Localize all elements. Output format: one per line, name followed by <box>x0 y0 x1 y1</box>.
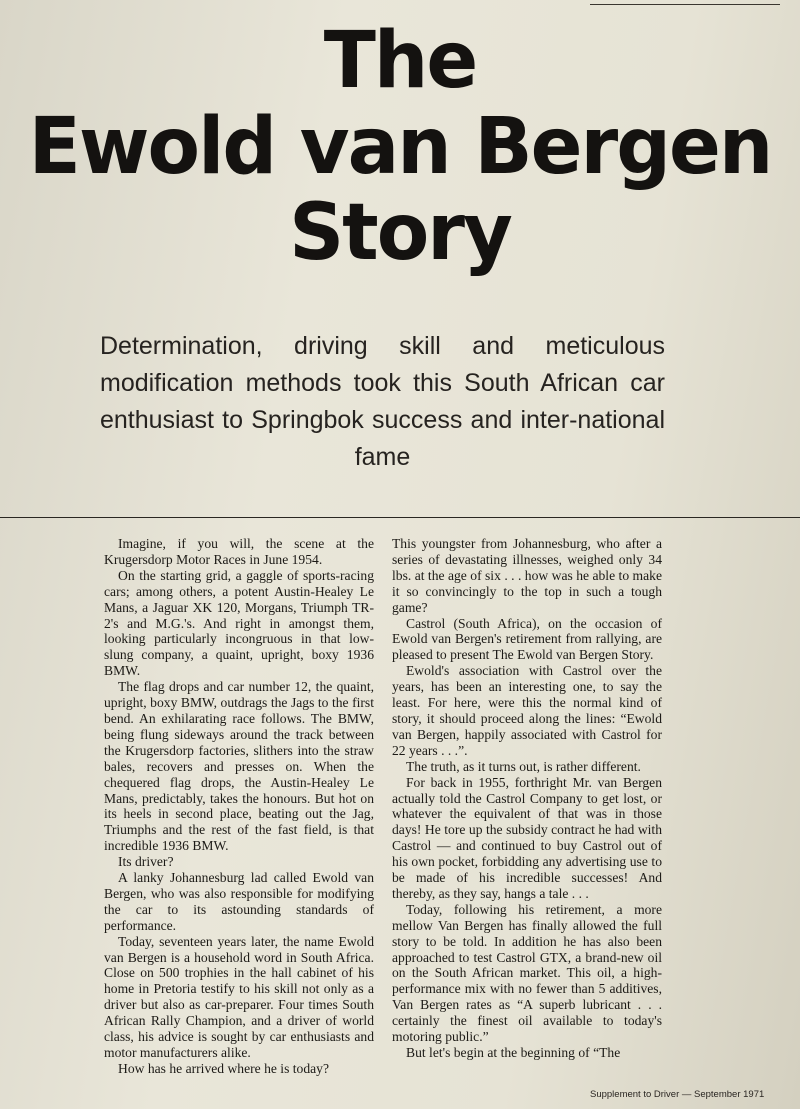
right-column <box>392 536 662 1061</box>
paragraph: Castrol (South Africa), on the occasion of Ewold van Bergen's retirement from rallying, are pleased to present The Ewold van Bergen Story. <box>392 615 662 663</box>
paragraph: This youngster from Johannesburg, who after a series of devastating illnesses, weighed only 34 lbs. at the age of six . . . how was he able to make it so convincingly to the top in such a tough game? <box>392 536 662 615</box>
title-line-3: Story <box>289 188 511 278</box>
paragraph: For back in 1955, forthright Mr. van Bergen actually told the Castrol Company to get lost, or whatever the equivalent of that was in those days! He tore up the subsidy contract he had with Castrol — and continued to buy Castrol out of his own pocket, forbidding any advertising use to be made of his incredible successes! And thereby, as they say, hangs a tale . . . <box>392 774 662 901</box>
left-column <box>104 536 374 1077</box>
top-rule <box>590 4 780 5</box>
paragraph: Its driver? <box>118 854 174 870</box>
page-footer: Supplement to Driver — September 1971 <box>590 1089 765 1100</box>
paragraph: Imagine, if you will, the scene at the Krugersdorp Motor Races in June 1954. <box>104 536 374 567</box>
paragraph: How has he arrived where he is today? <box>118 1060 330 1076</box>
section-divider <box>0 517 800 518</box>
paragraph: The flag drops and car number 12, the quaint, upright, boxy BMW, outdrags the Jags to the first bend. An exhilarating race follows. The BMW, being flung sideways around the track between the Krugersdorp factories, slithers into the straw bales, recovers and presses on. When the chequered flag drops, the Austin-Healey Le Mans, predictably, takes the honours. But hot on its heels in second place, beating out the Jag, Triumphs and the rest of the fast field, is that incredible 1936 BMW. <box>104 679 374 854</box>
paragraph: On the starting grid, a gaggle of sports-racing cars; among others, a potent Austin-Healey Le Mans, a Jaguar XK 120, Morgans, Triumph TR-2's and M.G.'s. And right in amongst them, looking particularly incongruous in that low-slung company, a quaint, upright, boxy 1936 BMW. <box>104 567 374 679</box>
paragraph: But let's begin at the beginning of “The <box>406 1045 621 1060</box>
article-title <box>0 18 800 276</box>
paragraph: Today, seventeen years later, the name Ewold van Bergen is a household word in South Africa. Close on 500 trophies in the hall cabinet of his home in Pretoria testify to his skill not only as a driver but also as car-preparer. Four times South African Rally Champion, and a driver of world class, his advice is sought by car enthusiasts and motor manufacturers alike. <box>104 933 374 1060</box>
paragraph: A lanky Johannesburg lad called Ewold van Bergen, who was also responsible for modifying the car to its astounding standards of performance. <box>104 870 374 933</box>
article-subtitle: Determination, driving skill and meticulous modification methods took this South African car enthusiast to Springbok success and inter-national fame <box>100 332 665 471</box>
paragraph: The truth, as it turns out, is rather different. <box>406 758 641 774</box>
title-line-1: The <box>323 16 477 106</box>
title-line-2: Ewold van Bergen <box>28 102 772 192</box>
paragraph: Ewold's association with Castrol over the years, has been an interesting one, to say the least. For here, were this the normal kind of story, it should proceed along the lines: “Ewold van Bergen, happily associated with Castrol for 22 years . . .”. <box>392 663 662 758</box>
paragraph: Today, following his retirement, a more mellow Van Bergen has finally allowed the full story to be told. In addition he has also been approached to test Castrol GTX, a brand-new oil on the South African market. This oil, a high-performance mix with no fewer than 5 additives, Van Bergen rates as “A superb lubricant . . . certainly the finest oil available to today's motoring public.” <box>392 901 662 1045</box>
